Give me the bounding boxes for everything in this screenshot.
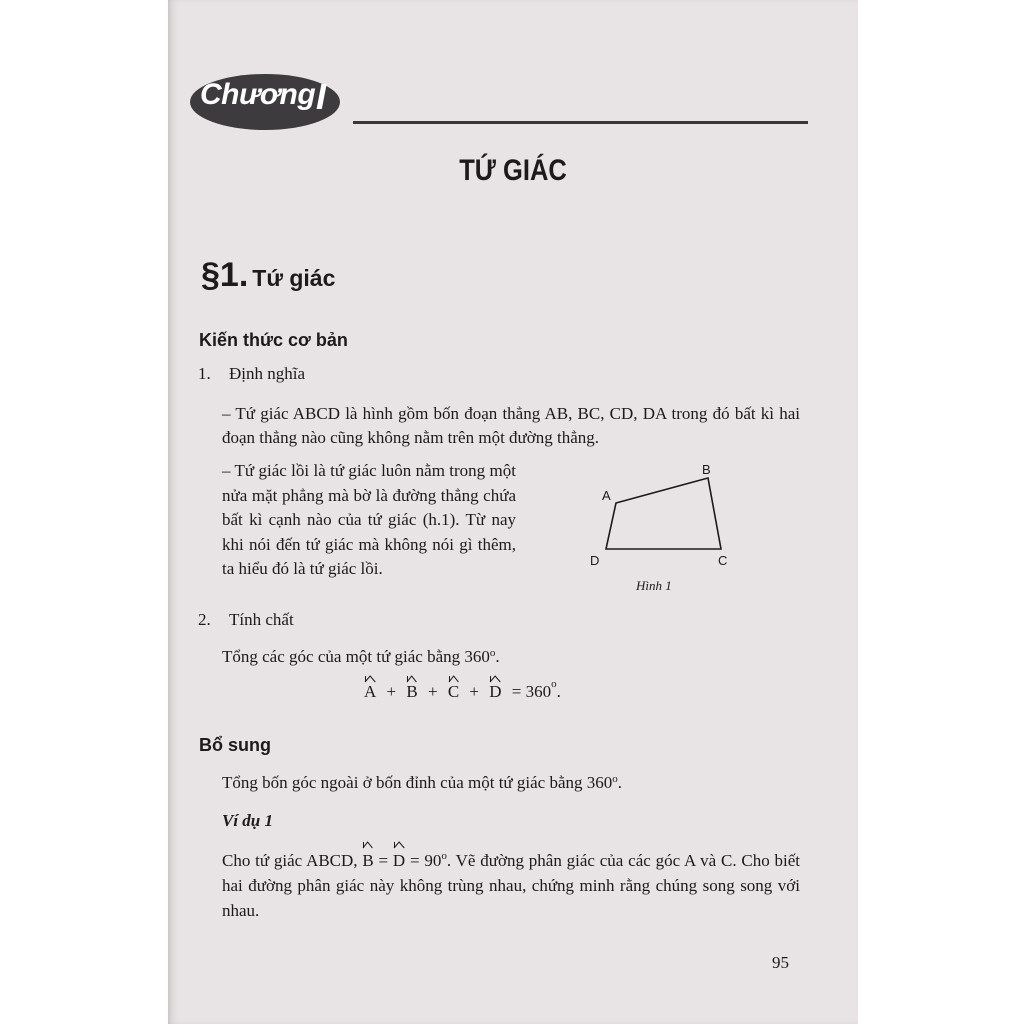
angle-sum-formula: A + B + C + $D = 360^o$.: [364, 678, 561, 701]
degree-sign: o: [489, 647, 496, 659]
page-number: 95: [772, 953, 789, 972]
item-label: Định nghĩa: [229, 364, 306, 383]
book-page: [168, 0, 858, 1024]
section-number: §1.: [201, 256, 249, 294]
section-heading: [201, 256, 335, 295]
item-definition: [198, 364, 305, 384]
vertex-d-label: D: [590, 553, 600, 568]
basics-heading: Kiến thức cơ bản: [199, 330, 348, 350]
vertex-a-label: A: [602, 488, 611, 503]
angle-b: B: [362, 848, 373, 873]
plus-sign: +: [386, 682, 397, 701]
formula-result: = 360: [511, 682, 552, 701]
figure-caption: Hình 1: [636, 578, 672, 593]
chapter-label: Chương: [200, 78, 316, 111]
plus-sign: +: [469, 682, 479, 701]
quadrilateral-shape: [606, 478, 721, 549]
supplement-heading: Bổ sung: [199, 735, 271, 755]
angle-c: C: [448, 682, 459, 702]
angle-d: D: [489, 682, 501, 702]
angle-d: D: [393, 848, 405, 873]
vertex-b-label: B: [702, 462, 711, 477]
item-number: 1.: [198, 364, 211, 383]
chapter-number: I: [316, 76, 327, 117]
property-statement: Tổng các góc của một tứ giác bằng 360$^o$.: [222, 647, 500, 666]
angle-a: A: [364, 682, 376, 702]
plus-sign: +: [427, 682, 438, 701]
item-label: Tính chất: [229, 610, 294, 629]
item-number: 2.: [198, 610, 211, 629]
vertex-c-label: C: [718, 553, 728, 568]
supplement-statement: Tổng bốn góc ngoài ở bốn đỉnh của một tứ giác bằng 360$^o$.: [222, 773, 622, 792]
supplement-text: Tổng bốn góc ngoài ở bốn đỉnh của một tứ giác bằng 360: [222, 773, 613, 792]
angle-b: B: [406, 682, 417, 702]
definition-paragraph-1: – Tứ giác ABCD là hình gồm bốn đoạn thẳng AB, BC, CD, DA trong đó bất kì hai đoạn thẳng nào cũng không nằm trên một đường thẳng.: [222, 404, 800, 447]
item-property: [198, 610, 294, 630]
property-text: Tổng các góc của một tứ giác bằng 360: [222, 647, 490, 666]
section-title: Tứ giác: [252, 265, 336, 291]
example-paragraph: Cho tứ giác ABCD, B = $D = 90^o$. Vẽ đường phân giác của các góc A và C. Cho biết hai đường phân giác này không trùng nhau, chứng minh rằng chúng song song với nhau.: [222, 848, 800, 923]
example-title: Ví dụ 1: [222, 811, 274, 830]
quadrilateral-figure: [578, 458, 758, 598]
chapter-rule: [353, 121, 808, 124]
chapter-title: TỨ GIÁC: [459, 154, 567, 187]
definition-paragraph-2: – Tứ giác lồi là tứ giác luôn nằm trong một nửa mặt phẳng mà bờ là đường thẳng chứa bất kì cạnh nào của tứ giác (h.1). Từ nay khi nói đến tứ giác mà không nói gì thêm, ta hiểu đó là tứ giác lồi.: [222, 461, 516, 578]
